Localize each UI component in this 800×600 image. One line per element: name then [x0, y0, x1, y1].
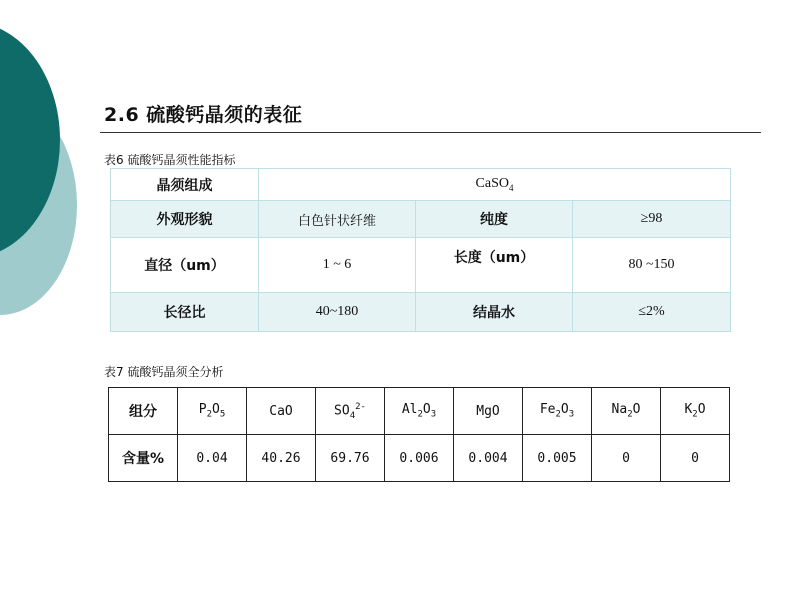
content-value-cell: 0.004 [454, 435, 523, 482]
slide-title: 2.6 硫酸钙晶须的表征 [104, 104, 303, 126]
component-cell: $SO_4^{2-}$ [316, 388, 385, 435]
content-value-cell: 0 [661, 435, 730, 482]
property-table [110, 168, 731, 332]
aspect-ratio-label: 长径比 [111, 293, 259, 332]
content-value-cell: 69.76 [316, 435, 385, 482]
table7-caption: 表7 硫酸钙晶须全分析 [104, 365, 224, 379]
diameter-label: 直径（um） [111, 238, 259, 293]
length-label: 长度（um） [416, 238, 573, 293]
title-underline [100, 132, 761, 133]
content-row-header: 含量% [109, 435, 178, 482]
purity-value: ≥98 [573, 201, 731, 238]
table6-caption: 表6 硫酸钙晶须性能指标 [104, 153, 236, 167]
crystal-water-label: 结晶水 [416, 293, 573, 332]
content-value-cell: 0 [592, 435, 661, 482]
component-cell: $P_2O_5$ [178, 388, 247, 435]
component-cell: $K_2O$ [661, 388, 730, 435]
content-value-cell: 0.005 [523, 435, 592, 482]
component-cell: $Fe_2O_3$ [523, 388, 592, 435]
composition-analysis-table [108, 387, 730, 482]
component-cell: $Na_2O$ [592, 388, 661, 435]
content-value-cell: 40.26 [247, 435, 316, 482]
component-row-header: 组分 [109, 388, 178, 435]
component-cell: CaO [247, 388, 316, 435]
composition-label: 晶须组成 [111, 169, 259, 201]
purity-label: 纯度 [416, 201, 573, 238]
component-cell: MgO [454, 388, 523, 435]
length-value: 80 ~150 [573, 238, 731, 293]
crystal-water-value: ≤2% [573, 293, 731, 332]
diameter-value: 1 ~ 6 [259, 238, 416, 293]
content-value-cell: 0.04 [178, 435, 247, 482]
appearance-label: 外观形貌 [111, 201, 259, 238]
aspect-ratio-value: 40~180 [259, 293, 416, 332]
content-value-cell: 0.006 [385, 435, 454, 482]
appearance-value: 白色针状纤维 [259, 201, 416, 238]
composition-value: CaSO$_4$ [259, 169, 731, 201]
component-cell: $Al_2O_3$ [385, 388, 454, 435]
